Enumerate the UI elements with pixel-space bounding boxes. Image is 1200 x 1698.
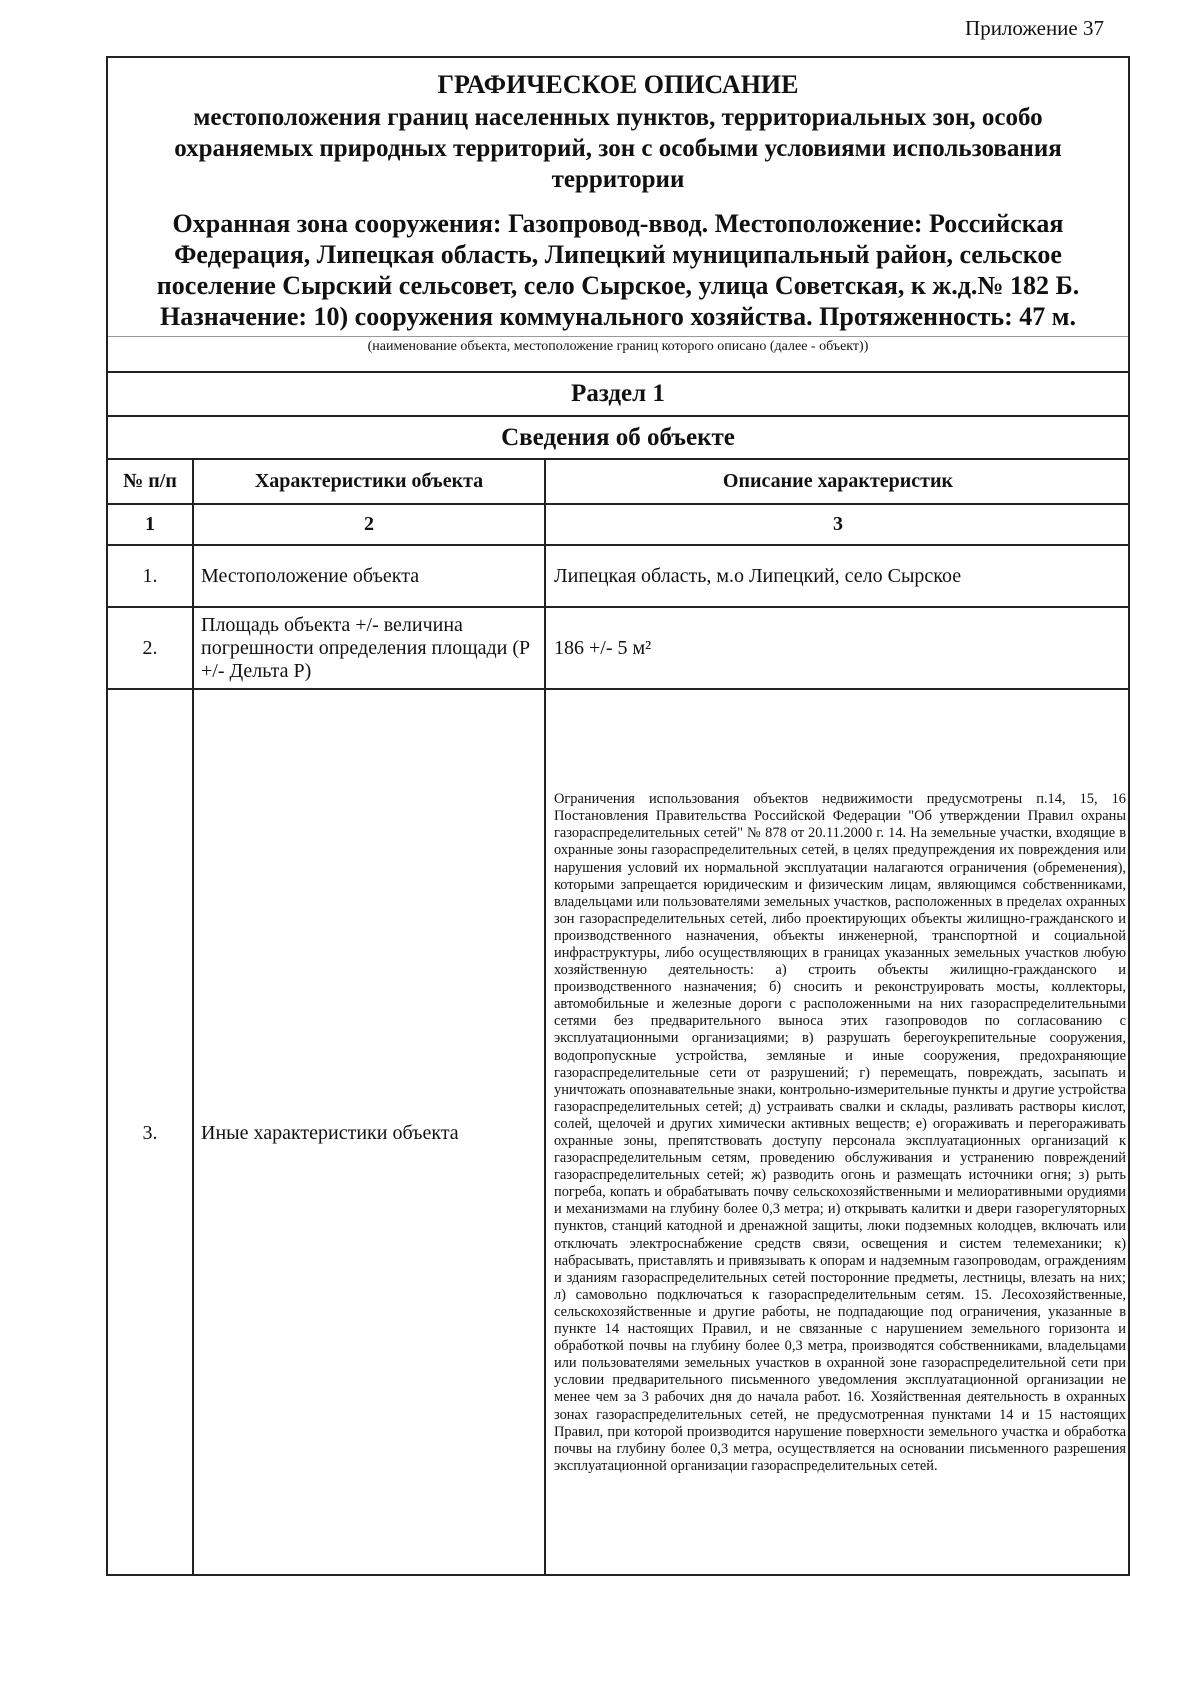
table-header-characteristic: Характеристики объекта xyxy=(254,470,484,492)
section-subtitle: Сведения об объекте xyxy=(501,424,735,451)
table-row-description: 186 +/- 5 м² xyxy=(554,636,652,659)
section-title: Раздел 1 xyxy=(571,380,665,407)
document-title: ГРАФИЧЕСКОЕ ОПИСАНИЕ xyxy=(437,70,799,99)
column-divider xyxy=(544,458,546,1576)
document-subtitle: местоположения границ населенных пунктов, территориальных зон, особо охраняемых природных территорий, зон с особыми условиями использования территории xyxy=(174,104,1062,193)
object-description: Охранная зона сооружения: Газопровод-ввод. Местоположение: Российская Федерация, Липецкая область, Липецкий муниципальный район, сельское поселение Сырский сельсовет, село Сырское, улица Советская, к ж.д.№ 182 Б. Назначение: 10) сооружения коммунального хозяйства. Протяженность: 47 м. xyxy=(156,209,1080,331)
table-row-characteristic: Площадь объекта +/- величина погрешности определения площади (Р +/- Дельта Р) xyxy=(201,613,531,682)
table-row-characteristic: Местоположение объекта xyxy=(201,564,420,587)
document-frame xyxy=(106,56,1130,1576)
object-caption: (наименование объекта, местоположение границ которого описано (далее - объект)) xyxy=(367,339,869,354)
divider xyxy=(108,415,1128,417)
restrictions-text: Ограничения использования объектов недвижимости предусмотрены п.14, 15, 16 Постановления Правительства Российской Федерации "Об утверждении Правил охраны газораспределительных сетей" № 878 от 20.11.2000 г. 14. На земельные участки, входящие в охранные зоны газораспределительных сетей, в целях предупреждения их повреждения или нарушения условий их нормальной эксплуатации налагаются ограничения (обременения), которыми запрещается юридическим и физическим лицам, являющимся собственниками, владельцами или пользователями земельных участков, расположенных в пределах охранных зон газораспределительных сетей, либо проектирующих объекты жилищно-гражданского и производственного назначения, объекты инженерной, транспортной и социальной инфраструктуры, либо осуществляющих в границах указанных земельных участков любую хозяйственную деятельность: а) строить объекты жилищно-гражданского и производственного назначения; б) сносить и реконструировать мосты, коллекторы, автомобильные и железные дороги с расположенными на них газораспределительными сетями без предварительного выноса этих газопроводов по согласованию с эксплуатационными организациями; в) разрушать берегоукрепительные сооружения, водопропускные устройства, земляные и иные сооружения, предохраняющие газораспределительные сети от разрушений; г) перемещать, повреждать, засыпать и уничтожать опознавательные знаки, контрольно-измерительные пункты и другие устройства газораспределительных сетей; д) устраивать свалки и склады, разливать растворы кислот, солей, щелочей и других химически активных веществ; е) огораживать и перегораживать охранные зоны, препятствовать доступу персонала эксплуатационных организаций к газораспределительным сетям, проведению обслуживания и устранению повреждений газораспределительных сетей; ж) разводить огонь и размещать источники огня; з) рыть погреба, копать и обрабатывать почву сельскохозяйственными и мелиоративными орудиями и механизмами на глубину более 0,3 метра; и) открывать калитки и двери газорегуляторных пунктов, станций катодной и дренажной защиты, люки подземных колодцев, включать или отключать электроснабжение средств связи, освещения и систем телемеханики; к) набрасывать, приставлять и привязывать к опорам и надземным газопроводам, ограждениям и зданиям газораспределительных сетей посторонние предметы, лестницы, влезать на них; л) самовольно подключаться к газораспределительным сетям. 15. Лесохозяйственные, сельскохозяйственные и другие работы, не подпадающие под ограничения, указанные в пункте 14 настоящих Правил, и не связанные с нарушением земельного горизонта и обработкой почвы на глубину более 0,3 метра, производятся собственниками, владельцами или пользователями земельных участков в охранной зоне газораспределительной сети при условии предварительного письменного уведомления эксплуатационной организации не менее чем за 3 рабочих дня до начала работ. 16. Хозяйственная деятельность в охранных зонах газораспределительных сетей, не предусмотренная пунктами 14 и 15 настоящих Правил, при которой производится нарушение поверхности земельного участка и обработка почвы на глубину более 0,3 метра, осуществляется на основании письменного разрешения эксплуатационной организации газораспределительных сетей. xyxy=(554,791,1126,1474)
caption-divider xyxy=(108,336,1128,337)
divider xyxy=(108,371,1128,373)
table-row-characteristic: Иные характеристики объекта xyxy=(201,1121,459,1144)
column-number: 2 xyxy=(364,513,374,535)
column-divider xyxy=(192,458,194,1576)
column-number: 3 xyxy=(833,513,843,535)
table-row-num: 3. xyxy=(142,1121,158,1144)
column-number: 1 xyxy=(145,513,155,535)
table-header-num: № п/п xyxy=(123,470,177,492)
table-row-description xyxy=(554,690,1126,1576)
table-row-num: 2. xyxy=(142,636,158,659)
table-row-num: 1. xyxy=(142,564,158,587)
table-row-description: Липецкая область, м.о Липецкий, село Сырское xyxy=(554,564,962,587)
appendix-label: Приложение 37 xyxy=(965,16,1104,40)
table-header-description: Описание характеристик xyxy=(722,470,954,492)
